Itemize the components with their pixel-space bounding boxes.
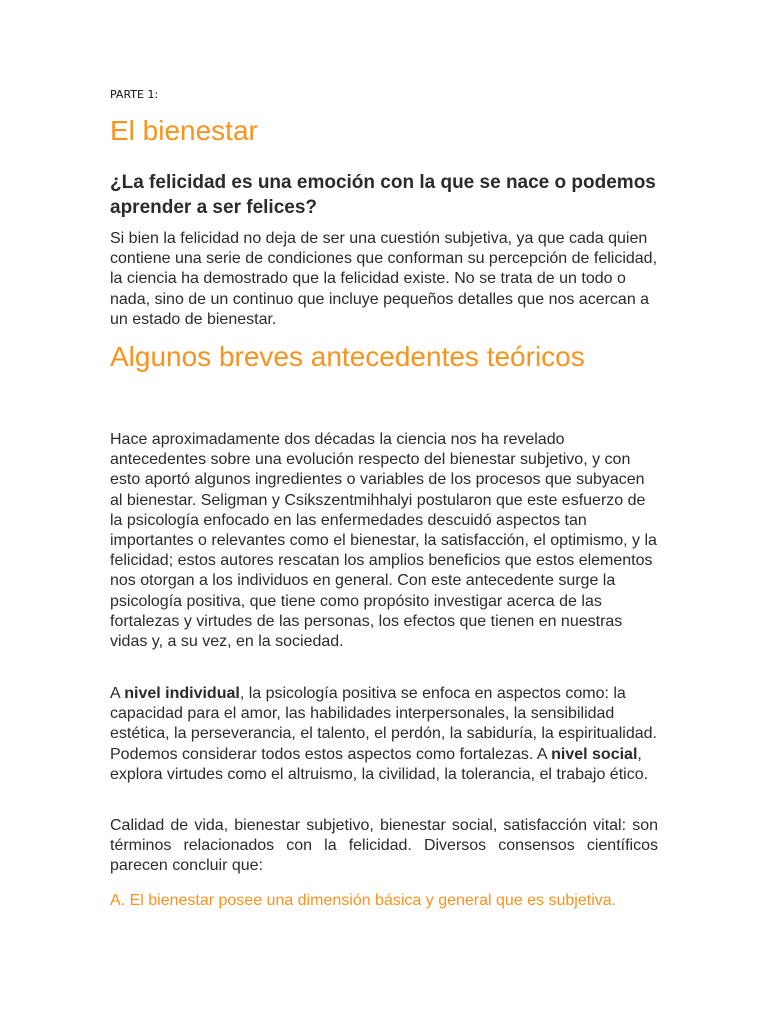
niveles-text-1: A [110, 685, 125, 702]
nivel-social-term: nivel social [551, 745, 638, 763]
page-title: El bienestar [110, 115, 258, 146]
niveles-text-3: , explora virtudes como el altruismo, la civilidad, la tolerancia, el trabajo ético. [110, 745, 649, 783]
niveles-paragraph [110, 684, 658, 785]
intro-paragraph: Si bien la felicidad no deja de ser una cuestión subjetiva, ya que cada quien contiene una serie de condiciones que conforman su percepción de felicidad, la ciencia ha demostrado que la felicidad existe. No se trata de un todo o nada, sino de un continuo que incluye pequeños detalles que nos acercan a un estado de bienestar. [110, 230, 658, 328]
section-title-antecedentes: Algunos breves antecedentes teóricos [110, 341, 585, 372]
niveles-text-2: , la psicología positiva se enfoca en aspectos como: la capacidad para el amor, las habilidades interpersonales, la sensibilidad estética, la perseverancia, el talento, el perdón, la sabiduría, la espiritualidad. Podemos considerar todos estos aspectos como fortalezas. A [110, 685, 657, 763]
part-label: PARTE 1: [110, 88, 159, 101]
nivel-individual-term: nivel individual [124, 685, 240, 702]
point-a-paragraph: A. El bienestar posee una dimensión básica y general que es subjetiva. [110, 892, 617, 909]
calidad-paragraph: Calidad de vida, bienestar subjetivo, bienestar social, satisfacción vital: son términos relacionados con la felicidad. Diversos consensos científicos parecen concluir que: [110, 817, 658, 875]
section-question-heading: ¿La felicidad es una emoción con la que se nace o podemos aprender a ser felices? [110, 172, 656, 218]
antecedentes-paragraph: Hace aproximadamente dos décadas la ciencia nos ha revelado antecedentes sobre una evolución respecto del bienestar subjetivo, y con esto aportó algunos ingredientes o variables de los procesos que subyacen al bienestar. Seligman y Csikszentmihhalyi postularon que este esfuerzo de la psicología enfocado en las enfermedades descuidó aspectos tan importantes o relevantes como el bienestar, la satisfacción, el optimismo, y la felicidad; estos autores rescatan los amplios beneficios que estos elementos nos otorgan a los individuos en general. Con este antecedente surge la psicología positiva, que tiene como propósito investigar acerca de las fortalezas y virtudes de las personas, los efectos que tienen en nuestras vidas y, a su vez, en la sociedad. [110, 431, 657, 651]
